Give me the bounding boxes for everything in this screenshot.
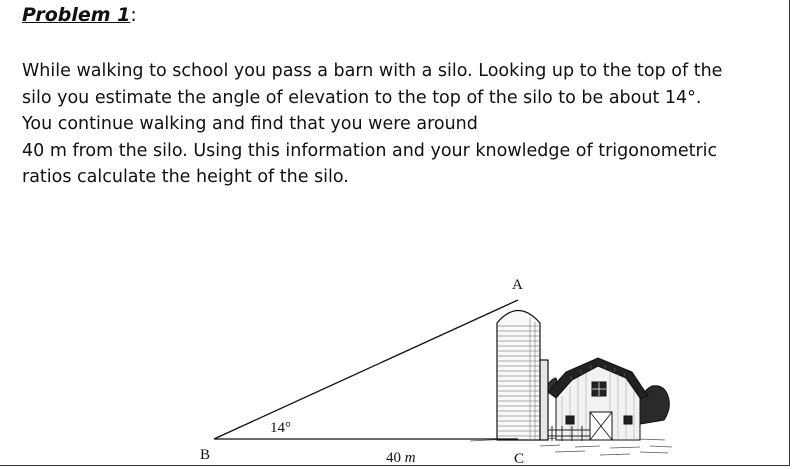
silo-icon	[497, 311, 548, 441]
statement-line-4: 40 m from the silo. Using this information and your knowledge of trigonometric	[22, 140, 718, 161]
vertex-b-label: B	[200, 447, 211, 463]
problem-title-text: Problem 1	[22, 4, 131, 26]
base-length-value: 40	[386, 450, 401, 466]
problem-title-colon: :	[130, 4, 137, 26]
statement-line-3: You continue walking and find that you were around	[22, 114, 478, 134]
barn-icon	[546, 358, 669, 441]
ground-icon	[470, 438, 672, 455]
vertex-c-label: C	[514, 451, 525, 467]
base-length-label	[386, 450, 416, 466]
vertex-a-label: A	[512, 277, 523, 293]
angle-label: 14°	[270, 420, 291, 436]
statement-line-2: silo you estimate the angle of elevation to the top of the silo to be about 14°.	[22, 87, 702, 108]
right-triangle	[214, 300, 518, 439]
base-length-unit: m	[404, 450, 416, 466]
hypotenuse-line	[214, 300, 518, 439]
statement-line-5: ratios calculate the height of the silo.	[22, 167, 349, 187]
statement-line-1: While walking to school you pass a barn with a silo. Looking up to the top of the	[22, 61, 723, 81]
